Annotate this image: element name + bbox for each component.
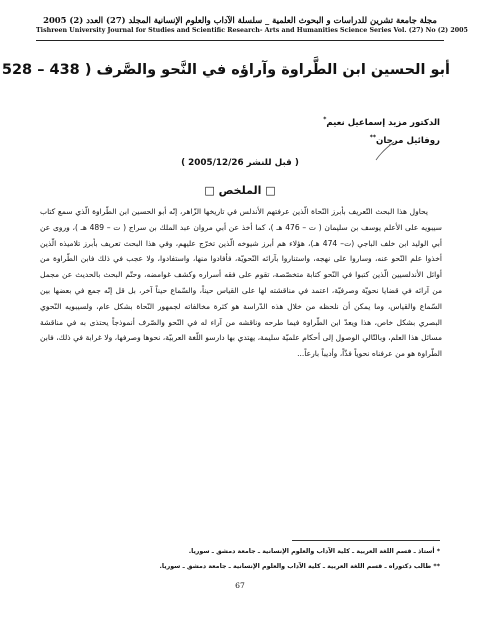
author-1-mark: * <box>323 116 327 123</box>
footnote-1: * أستاذ ـ قسم اللغة العربية ـ كلية الآداب والعلوم الإنسانية ـ جامعة دمشق ـ سوريا. <box>188 548 440 555</box>
abstract-body <box>40 204 442 362</box>
author-2-name: روفائيل مرجان <box>376 135 440 146</box>
abstract-heading-text: الملخص <box>218 184 262 197</box>
footnote-rule <box>292 540 440 541</box>
author-2-mark: ** <box>369 134 377 141</box>
abstract-heading <box>0 184 480 197</box>
author-1 <box>323 116 440 128</box>
header-english: Tishreen University Journal for Studies and Scientific Research- Arts and Humanities Science Series Vol. (27) No (2) 2005 <box>36 27 468 34</box>
abstract-paragraph: يحاول هذا البحث التّعريف بأبرز النّحاة الّذين عرفتهم الأندلس في تاريخها الزّاهر، إنّه أبو الحسين ابن الطّراوة الّذي سمع كتاب سيبويه على الأعلم يوسف بن سليمان ( ت – 476 هـ )، كما أخذ عن أبي مروان عبد الملك بن سراج ( ت – 489 هـ )، وروى عن أبي الوليد ابن خلف الباجي (ت– 474 هـ)، هؤلاء هم أبرز شيوخه الّذين تخرّج عليهم، وفي هذا البحث تعريف بأبرز تلاميذه الّذين أخذوا علم النّحو عنه، وساروا على نهجه، واستناروا بآرائه النّحويّة، فأفادوا منها، واستفادوا، ولا عجب في ذلك فابن الطّراوة من أوائل الأندلسيين الّذين كتبوا في النّحو كتابة متخصّصة، تقوم على فقه أسراره وكشف غوامضه، وحتّم البحث بالحديث عن مجمل من آرائه في قضايا نحويّة وصرفيّة، اعتمد في مناقشته لها على القياس حيناً، والسّماع حيناً آخر، بل قل إنّه جمع في بعضها بين السّماع والقياس، وما يمكن أن نلحظه من خلال هذه الدّراسة هو كثرة مخالفاته لجمهور النّحاة بشكل عام، ولسيبويه النّحوي البصري بشكل خاص، هذا ويعدّ ابن الطّراوة فيما طرحه وناقشه من آراء له في النّحو والصّرف أنموذجاً يحتذى به في مناقشة مسائل هذا العلم، وبالتّالي الوصول إلى أحكام علميّة سليمة، يهتدي بها دارسو اللّغة العربيّة، نحوها وصرفها، ولا غرابة في ذلك، فابن الطّراوة هو من عرفناه نحوياً فذّاً، وأديباً بارعاً... <box>40 207 443 359</box>
abstract-heading-box-right: □ <box>265 184 276 197</box>
header-rule <box>36 40 444 41</box>
header-arabic: مجلة جامعة تشرين للدراسات و البحوث العلمية _ سلسلة الآداب والعلوم الإنسانية المجلد (27) العدد (2) 2005 <box>43 15 437 25</box>
author-1-name: الدكتور مزيد إسماعيل نعيم <box>326 117 440 128</box>
page-number: 67 <box>235 581 245 590</box>
received-date: ( قبل للنشر 2005/12/26 ) <box>181 158 299 168</box>
abstract-heading-box-left: □ <box>204 184 215 197</box>
footnote-2: ** طالب دكتوراه ـ قسم اللغة العربية ـ كلية الآداب والعلوم الإنسانية ـ جامعة دمشق ـ سوريا. <box>159 563 440 570</box>
running-header <box>36 14 468 36</box>
paper-title: أبو الحسين ابن الطَّراوة وآراؤه في النَّحو والصَّرف ( 438 – 528 <box>1 62 450 78</box>
